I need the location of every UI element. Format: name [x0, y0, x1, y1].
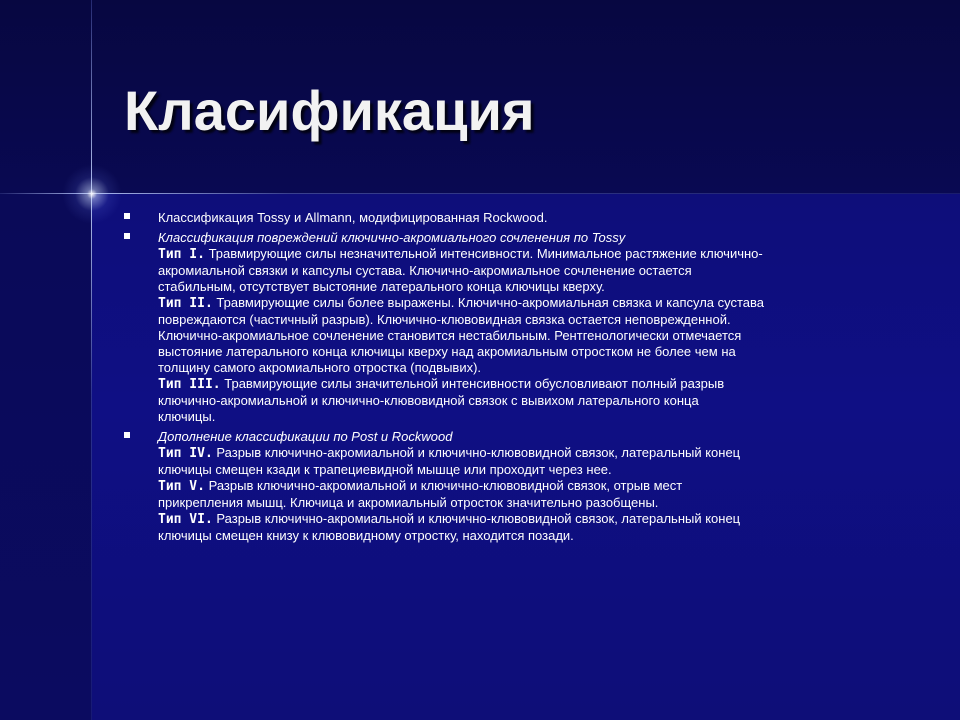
type-text: Травмирующие силы более выражены. Ключично-акромиальная связка и капсула сустава: [216, 295, 765, 310]
type-label: Тип V.: [158, 479, 205, 494]
type-label: Тип III.: [158, 377, 221, 392]
type-text-line: акромиальной связки и капсулы сустава. Ключично-акромиальное сочленение остается: [158, 263, 692, 278]
left-strip: [0, 194, 92, 720]
type-line: [158, 246, 900, 263]
list-item: [120, 429, 900, 544]
type-line: [158, 478, 900, 495]
square-bullet-icon: [124, 213, 130, 219]
square-bullet-icon: [124, 432, 130, 438]
item-heading: Классификация повреждений ключично-акромиального сочленения по Tossy: [158, 230, 626, 245]
type-line: [158, 295, 900, 312]
type-line: [158, 445, 900, 462]
type-text-line: ключично-акромиальной и ключично-клювовидной связок с вывихом латерального конца: [158, 393, 699, 408]
type-text: Разрыв ключично-акромиальной и ключично-клювовидной связок, отрыв мест: [208, 478, 683, 493]
type-label: Тип VI.: [158, 512, 213, 527]
horizontal-divider: [0, 193, 960, 194]
slide-title: Класификация: [124, 79, 535, 142]
type-text-line: ключицы смещен кзади к трапециевидной мышце или проходит через нее.: [158, 462, 612, 477]
type-text: Травмирующие силы значительной интенсивности обусловливают полный разрыв: [224, 376, 725, 391]
item-heading: Дополнение классификации по Post и Rockwood: [158, 429, 453, 444]
list-item: [120, 210, 900, 226]
type-text-line: выстояние латерального конца ключицы кверху над акромиальным отростком не более чем на: [158, 344, 736, 359]
item-text: Классификация Tossy и Allmann, модифицированная Rockwood.: [158, 210, 548, 225]
type-text-line: толщину самого акромиального отростка (подвывих).: [158, 360, 482, 375]
type-label: Тип I.: [158, 247, 205, 262]
type-text-line: ключицы смещен книзу к клювовидному отростку, находится позади.: [158, 528, 574, 543]
type-text-line: стабильным, отсутствует выстояние латерального конца ключицы кверху.: [158, 279, 605, 294]
type-line: [158, 376, 900, 393]
list-item: [120, 230, 900, 425]
square-bullet-icon: [124, 233, 130, 239]
type-text: Травмирующие силы незначительной интенсивности. Минимальное растяжение ключично-: [208, 246, 763, 261]
type-text-line: Ключично-акромиальное сочленение становится нестабильным. Рентгенологически отмечается: [158, 328, 742, 343]
vertical-divider: [91, 0, 92, 720]
type-text-line: повреждаются (частичный разрыв). Ключично-клювовидная связка остается неповрежденной.: [158, 312, 731, 327]
light-flare-icon: [62, 164, 122, 224]
bullet-list: [120, 210, 900, 548]
type-label: Тип IV.: [158, 446, 213, 461]
type-text-line: ключицы.: [158, 409, 216, 424]
type-text-line: прикрепления мышц. Ключица и акромиальный отросток значительно разобщены.: [158, 495, 659, 510]
type-label: Тип II.: [158, 296, 213, 311]
type-text: Разрыв ключично-акромиальной и ключично-клювовидной связок, латеральный конец: [216, 445, 741, 460]
type-line: [158, 511, 900, 528]
type-text: Разрыв ключично-акромиальной и ключично-клювовидной связок, латеральный конец: [216, 511, 741, 526]
